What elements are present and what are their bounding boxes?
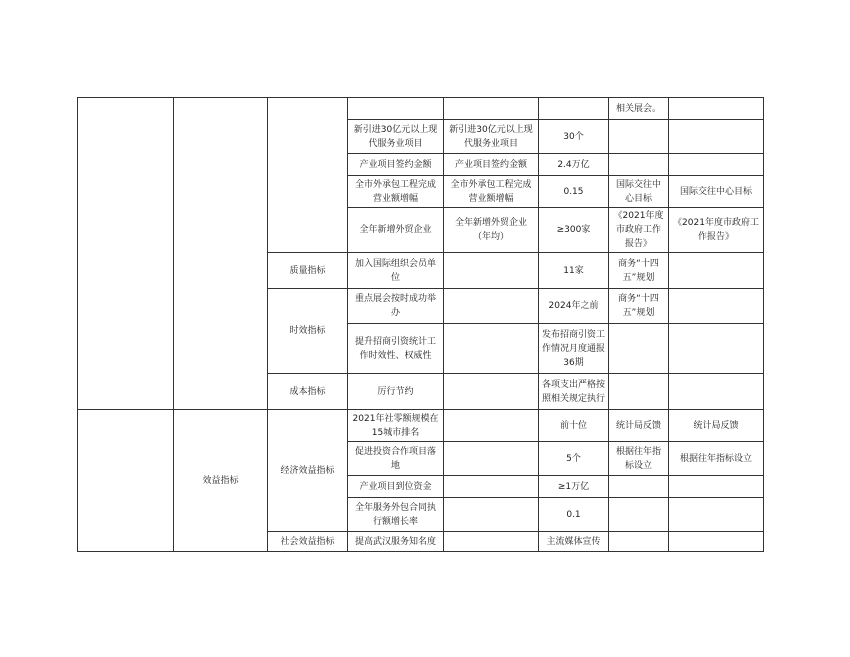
- level3-cell-empty: [268, 98, 348, 253]
- basis-cell: [609, 324, 669, 374]
- note-cell: 根据往年指标设立: [669, 442, 764, 476]
- basis-cell: 商务“十四五”规划: [609, 289, 669, 324]
- metric-cell: 2021年社零额规模在15城市排名: [348, 410, 444, 442]
- note-cell: [669, 498, 764, 532]
- level1-cell-empty: [78, 410, 174, 552]
- basis-cell: [609, 120, 669, 154]
- target-cell: [444, 476, 539, 498]
- target-cell: 全年新增外贸企业（年均）: [444, 208, 539, 253]
- benefit-indicator-label: 效益指标: [174, 410, 268, 552]
- metric-cell: 厉行节约: [348, 374, 444, 410]
- economic-benefit-label: 经济效益指标: [268, 410, 348, 532]
- metric-cell: [348, 98, 444, 120]
- basis-cell: 相关展会。: [609, 98, 669, 120]
- note-cell: [669, 289, 764, 324]
- value-cell: 0.1: [539, 498, 609, 532]
- target-cell: [444, 324, 539, 374]
- quality-indicator-label: 质量指标: [268, 253, 348, 289]
- target-cell: 产业项目签约金额: [444, 154, 539, 176]
- target-cell: [444, 374, 539, 410]
- basis-cell: 根据往年指标设立: [609, 442, 669, 476]
- note-cell: [669, 324, 764, 374]
- value-cell: ≥1万亿: [539, 476, 609, 498]
- target-cell: [444, 253, 539, 289]
- value-cell: 30个: [539, 120, 609, 154]
- value-cell: 主流媒体宣传: [539, 532, 609, 552]
- target-cell: [444, 498, 539, 532]
- metric-cell: 产业项目到位资金: [348, 476, 444, 498]
- timeliness-indicator-label: 时效指标: [268, 289, 348, 374]
- value-cell: 2024年之前: [539, 289, 609, 324]
- basis-cell: 统计局反馈: [609, 410, 669, 442]
- level1-cell-empty: [78, 98, 174, 410]
- value-cell: 各项支出严格按照相关规定执行: [539, 374, 609, 410]
- target-cell: [444, 442, 539, 476]
- metric-cell: 全市外承包工程完成营业额增幅: [348, 176, 444, 208]
- value-cell: ≥300家: [539, 208, 609, 253]
- metric-cell: 新引进30亿元以上现代服务业项目: [348, 120, 444, 154]
- target-cell: 全市外承包工程完成营业额增幅: [444, 176, 539, 208]
- value-cell: 2.4万亿: [539, 154, 609, 176]
- value-cell: [539, 98, 609, 120]
- basis-cell: [609, 374, 669, 410]
- value-cell: 0.15: [539, 176, 609, 208]
- metric-cell: 提高武汉服务知名度: [348, 532, 444, 552]
- note-cell: 统计局反馈: [669, 410, 764, 442]
- value-cell: 发布招商引资工作情况月度通报36期: [539, 324, 609, 374]
- social-benefit-label: 社会效益指标: [268, 532, 348, 552]
- note-cell: [669, 154, 764, 176]
- target-cell: [444, 98, 539, 120]
- level2-cell-empty: [174, 98, 268, 410]
- metric-cell: 全年服务外包合同执行额增长率: [348, 498, 444, 532]
- target-cell: [444, 532, 539, 552]
- basis-cell: [609, 476, 669, 498]
- note-cell: 《2021年度市政府工作报告》: [669, 208, 764, 253]
- basis-cell: [609, 498, 669, 532]
- basis-cell: 《2021年度市政府工作报告》: [609, 208, 669, 253]
- note-cell: [669, 476, 764, 498]
- table-row: [78, 410, 764, 442]
- basis-cell: 商务“十四五”规划: [609, 253, 669, 289]
- metric-cell: 促进投资合作项目落地: [348, 442, 444, 476]
- target-cell: [444, 289, 539, 324]
- metric-cell: 全年新增外贸企业: [348, 208, 444, 253]
- table-row: [78, 98, 764, 120]
- note-cell: 国际交往中心目标: [669, 176, 764, 208]
- basis-cell: 国际交往中心目标: [609, 176, 669, 208]
- note-cell: [669, 374, 764, 410]
- value-cell: 5个: [539, 442, 609, 476]
- note-cell: [669, 98, 764, 120]
- value-cell: 前十位: [539, 410, 609, 442]
- basis-cell: [609, 532, 669, 552]
- note-cell: [669, 532, 764, 552]
- basis-cell: [609, 154, 669, 176]
- performance-indicator-table: [77, 97, 764, 552]
- target-cell: 新引进30亿元以上现代服务业项目: [444, 120, 539, 154]
- cost-indicator-label: 成本指标: [268, 374, 348, 410]
- note-cell: [669, 120, 764, 154]
- value-cell: 11家: [539, 253, 609, 289]
- metric-cell: 产业项目签约金额: [348, 154, 444, 176]
- metric-cell: 重点展会按时成功举办: [348, 289, 444, 324]
- target-cell: [444, 410, 539, 442]
- metric-cell: 提升招商引资统计工作时效性、权威性: [348, 324, 444, 374]
- metric-cell: 加入国际组织会员单位: [348, 253, 444, 289]
- note-cell: [669, 253, 764, 289]
